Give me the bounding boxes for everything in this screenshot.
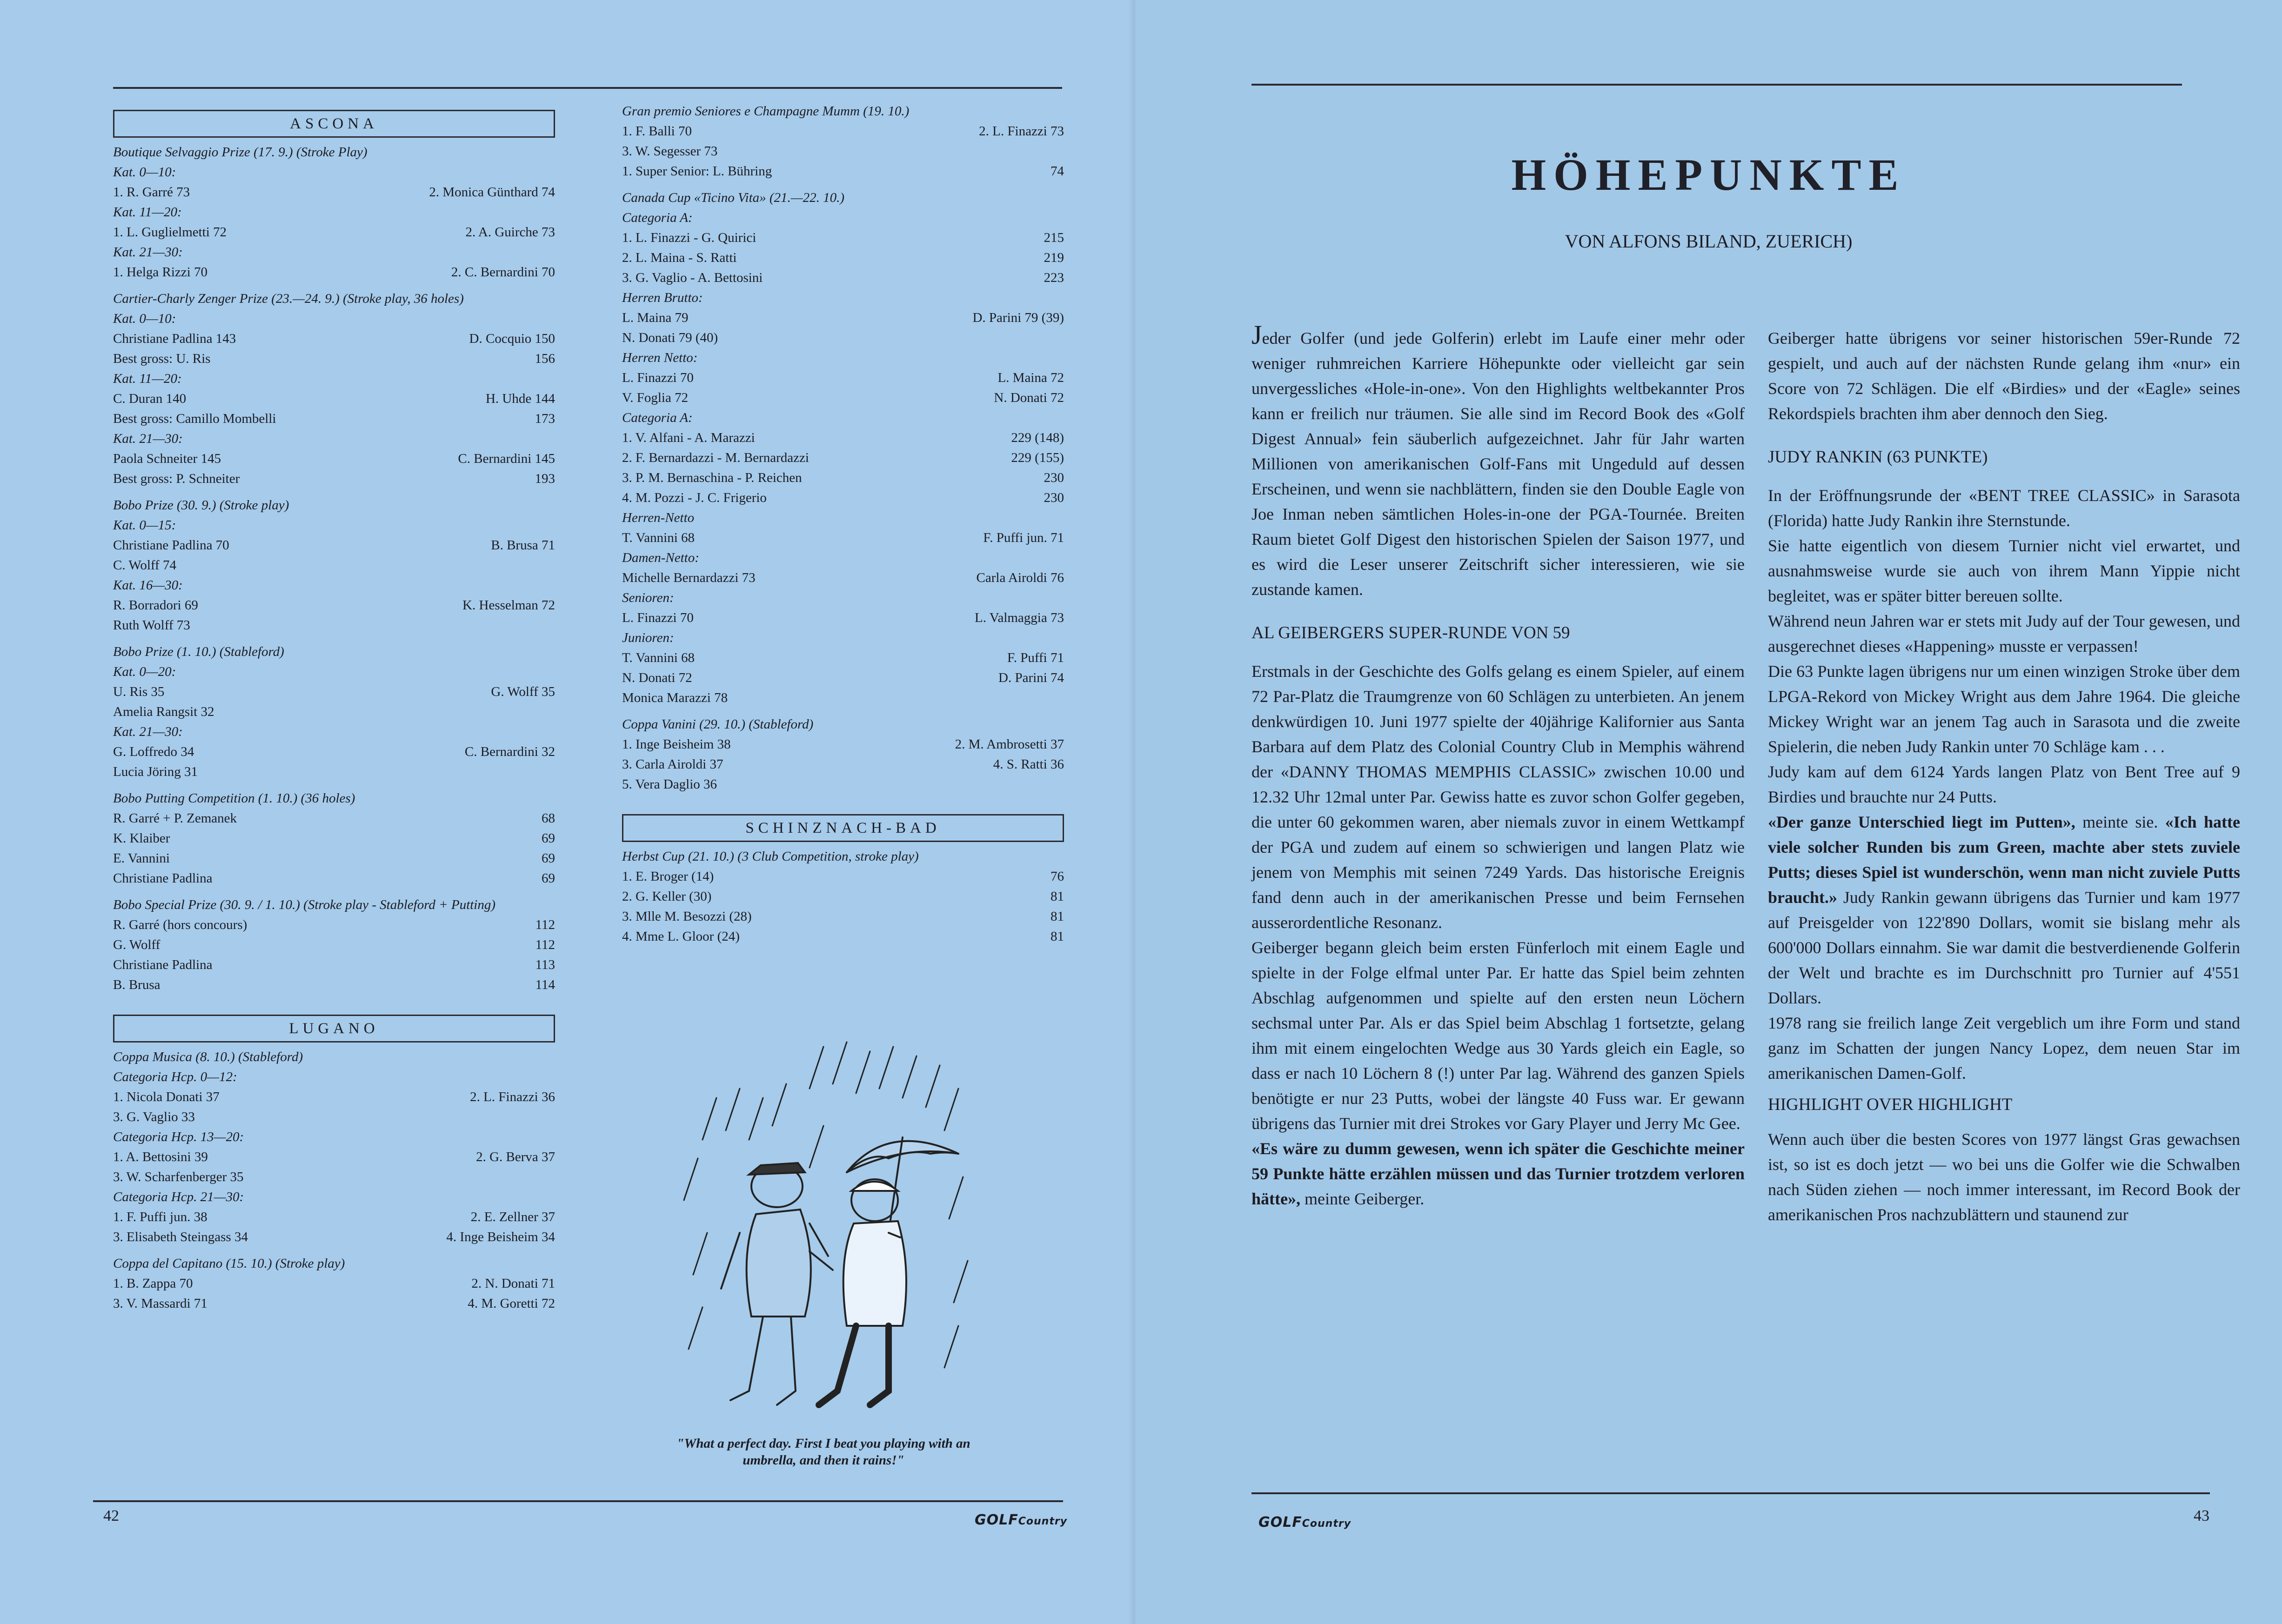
result-left: Ruth Wolff 73	[113, 618, 190, 633]
result-left: Kat. 0—20:	[113, 664, 176, 679]
results-block	[113, 289, 555, 489]
result-row	[622, 668, 1064, 688]
paragraph: In der Eröffnungsrunde der «BENT TREE CLASSIC» in Sarasota (Florida) hatte Judy Rankin ihre Sternstunde.	[1768, 486, 2240, 530]
result-row	[113, 742, 555, 762]
competition-title: Bobo Prize (30. 9.) (Stroke play)	[113, 498, 289, 513]
results-column-right	[622, 101, 1064, 953]
result-left: 1. Super Senior: L. Bühring	[622, 164, 772, 179]
result-row	[622, 887, 1064, 907]
article-title: HÖHEPUNKTE	[1511, 150, 1906, 200]
result-left: Categoria Hcp. 13—20:	[113, 1129, 244, 1144]
result-left: Paola Schneiter 145	[113, 451, 221, 466]
result-row	[622, 368, 1064, 388]
competition-title: Coppa Vanini (29. 10.) (Stableford)	[622, 717, 814, 732]
result-left: Junioren:	[622, 630, 674, 645]
result-row	[622, 528, 1064, 548]
result-right: 69	[542, 851, 555, 866]
result-row	[622, 755, 1064, 775]
result-left: Kat. 21—30:	[113, 245, 183, 260]
result-left: Categoria A:	[622, 210, 693, 225]
category-label	[113, 242, 555, 262]
result-left: 3. Elisabeth Steingass 34	[113, 1230, 248, 1244]
result-row	[622, 121, 1064, 141]
result-left: Categoria Hcp. 21—30:	[113, 1190, 244, 1204]
result-row	[113, 349, 555, 369]
result-row	[622, 907, 1064, 927]
result-left: 3. G. Vaglio - A. Bettosini	[622, 270, 763, 285]
result-row	[622, 608, 1064, 628]
category-label	[113, 662, 555, 682]
result-left: 1. A. Bettosini 39	[113, 1149, 208, 1164]
result-right: 81	[1051, 929, 1064, 944]
result-row	[113, 1087, 555, 1107]
result-row	[113, 1147, 555, 1167]
result-row	[113, 1274, 555, 1294]
result-left: R. Garré + P. Zemanek	[113, 811, 237, 826]
result-left: C. Duran 140	[113, 391, 187, 406]
result-left: 3. G. Vaglio 33	[113, 1109, 195, 1124]
result-right: 2. Monica Günthard 74	[429, 185, 555, 200]
page-number: 42	[103, 1507, 119, 1524]
result-row	[622, 488, 1064, 508]
intro-paragraph: Jeder Golfer (und jede Golferin) erlebt im Laufe einer mehr oder weniger ruhmreichen Karriere Höhepunkte oder vielleicht gar sein unvergessliches «Hole-in-one». Von den Highlights weltbekannter Pros kann er freilich nur träumen. Sie alle sind im Record Book des «Golf Digest Annual» fein säuberlich aufgezeichnet. Jahr für Jahr warten Millionen von amerikanischen Golf-Fans mit Ungeduld auf dessen Erscheinen, und wenn sie nachblättern, finden sie den Double Eagle von Joe Inman neben sämtlichen Holes-in-one der PGA-Tournée. Breiten Raum bietet Golf Digest den historischen Spielen der Saison 1977, und es wird die Leser unserer Zeitschrift sicher interessieren, wie sie zustande kamen.	[1251, 320, 1745, 599]
category-label	[622, 408, 1064, 428]
result-left: 3. Carla Airoldi 37	[622, 757, 723, 772]
result-row	[622, 927, 1064, 947]
section-heading-ascona: ASCONA	[113, 110, 555, 138]
logo-sub: Country	[1302, 1518, 1352, 1530]
result-right: 2. L. Finazzi 73	[979, 124, 1064, 139]
result-row	[113, 975, 555, 995]
result-right: 2. N. Donati 71	[471, 1276, 555, 1291]
result-row	[113, 869, 555, 889]
result-left: Christiane Padlina 143	[113, 331, 236, 346]
result-left: 1. V. Alfani - A. Marazzi	[622, 430, 755, 445]
result-left: Best gross: P. Schneiter	[113, 471, 240, 486]
quote-paragraph: «Es wäre zu dumm gewesen, wenn ich später die Geschichte meiner 59 Punkte hätte erzählen müssen und das Turnier trotzdem verloren hätte», meinte Geiberger.	[1251, 1139, 1745, 1208]
result-left: 1. L. Guglielmetti 72	[113, 225, 227, 240]
result-row	[622, 428, 1064, 448]
result-left: N. Donati 72	[622, 670, 692, 685]
result-right: 114	[535, 977, 555, 992]
result-left: Christiane Padlina	[113, 957, 213, 972]
result-row	[113, 595, 555, 615]
result-row	[113, 615, 555, 635]
schinznach-results	[622, 847, 1064, 947]
logo-main: GOLF	[1258, 1514, 1302, 1530]
results-block	[113, 495, 555, 635]
result-right: 81	[1051, 909, 1064, 924]
bottom-rule-right	[1251, 1492, 2210, 1494]
result-row	[622, 268, 1064, 288]
result-left: Michelle Bernardazzi 73	[622, 570, 756, 585]
result-right: 2. G. Berva 37	[476, 1149, 555, 1164]
results-block	[113, 895, 555, 995]
result-left: R. Borradori 69	[113, 598, 198, 613]
result-right: C. Bernardini 145	[458, 451, 555, 466]
paragraph: Erstmals in der Geschichte des Golfs gelang es einem Spieler, auf einem 72 Par-Platz die Traumgrenze von 60 Schlägen zu unterbieten. An jenem denkwürdigen 10. Juni 1977 spielte der 40jährige Kalifornier aus Santa Barbara auf dem Platz des Colonial Country Club in Memphis während der «DANNY THOMAS MEMPHIS CLASSIC» zwischen 10.00 und 12.32 Uhr 12mal unter Par. Gewiss hatte es zuvor schon Golfer gegeben, die unter 60 gekommen waren, aber niemals zuvor in einem Wettkampf der PGA und zudem auf einem so schwierigen und langen Platz wie jenem von Memphis mit seinen 7249 Yards. Das historische Ereignis fand denn auch in der amerikanischen Presse und beim Fernsehen ausserordentliche Resonanz.	[1251, 662, 1745, 932]
result-left: Kat. 21—30:	[113, 724, 183, 739]
result-left: 1. E. Broger (14)	[622, 869, 714, 884]
result-right: D. Parini 79 (39)	[972, 310, 1064, 325]
result-right: L. Valmaggia 73	[975, 610, 1064, 625]
result-right: 113	[535, 957, 555, 972]
result-right: 230	[1044, 490, 1064, 505]
result-row	[622, 228, 1064, 248]
paragraph: Sie hatte eigentlich von diesem Turnier nicht viel erwartet, und ausnahmsweise wurde sie auch von ihrem Mann Yippie nicht begleitet, was er später bitter bereuen sollte.	[1768, 536, 2240, 605]
result-right: 81	[1051, 889, 1064, 904]
result-right: H. Uhde 144	[485, 391, 555, 406]
result-left: Kat. 16—30:	[113, 578, 183, 593]
category-label	[622, 508, 1064, 528]
bottom-rule	[93, 1500, 1063, 1502]
paragraph: Wenn auch über die besten Scores von 1977 längst Gras gewachsen ist, so ist es doch jetzt — wo bei uns die Golfer wie die Schwalben nach Süden ziehen — noch immer interessant, im Record Book der amerikanischen Pros nachzublättern und staunend zur	[1768, 1130, 2240, 1224]
result-left: Kat. 11—20:	[113, 371, 182, 386]
category-label	[113, 162, 555, 182]
result-right: D. Parini 74	[998, 670, 1064, 685]
result-left: 3. V. Massardi 71	[113, 1296, 207, 1311]
result-right: F. Puffi jun. 71	[983, 530, 1064, 545]
competition-title: Boutique Selvaggio Prize (17. 9.) (Stroke Play)	[113, 145, 368, 160]
result-right: B. Brusa 71	[491, 538, 555, 553]
result-left: Senioren:	[622, 590, 674, 605]
result-left: 5. Vera Daglio 36	[622, 777, 717, 792]
result-left: Kat. 0—10:	[113, 311, 176, 326]
category-label	[622, 628, 1064, 648]
result-row	[622, 735, 1064, 755]
result-row	[113, 1207, 555, 1227]
drop-cap: J	[1251, 320, 1262, 350]
magazine-logo	[1258, 1514, 1351, 1530]
result-left: Herren Netto:	[622, 350, 698, 365]
result-row	[622, 141, 1064, 161]
result-left: B. Brusa	[113, 977, 161, 992]
result-row	[622, 248, 1064, 268]
result-right: L. Maina 72	[997, 370, 1064, 385]
category-label	[622, 348, 1064, 368]
subheading-highlight: HIGHLIGHT OVER HIGHLIGHT	[1768, 1095, 2013, 1114]
result-right: 76	[1051, 869, 1064, 884]
paragraph: Die 63 Punkte lagen übrigens nur um einen winzigen Stroke über dem LPGA-Rekord von Mickey Wright aus dem Jahre 1964. Die gleiche Mickey Wright war an jenem Tag auch in Sarasota und die zweite Spielerin, die neben Judy Rankin unter 70 Schläge kam . . .	[1768, 662, 2240, 756]
result-left: N. Donati 79 (40)	[622, 330, 718, 345]
results-block	[113, 789, 555, 889]
result-left: 2. F. Bernardazzi - M. Bernardazzi	[622, 450, 809, 465]
result-left: 1. F. Balli 70	[622, 124, 692, 139]
result-left: Best gross: U. Ris	[113, 351, 211, 366]
result-row	[113, 702, 555, 722]
result-right: D. Cocquio 150	[469, 331, 555, 346]
paragraph: Geiberger hatte übrigens vor seiner historischen 59er-Runde 72 gespielt, und auch auf der nächsten Runde gelang ihm «nur» ein Score von 72 Schlägen. Die elf «Birdies» und der «Eagle» seines Rekordspiels brachten ihm aber dennoch den Sieg.	[1768, 329, 2240, 423]
result-left: Categoria Hcp. 0—12:	[113, 1069, 237, 1084]
result-right: 156	[535, 351, 555, 366]
result-left: C. Wolff 74	[113, 558, 176, 573]
result-row	[622, 867, 1064, 887]
result-left: T. Vannini 68	[622, 530, 695, 545]
competition-title: Coppa Musica (8. 10.) (Stableford)	[113, 1049, 303, 1064]
result-left: V. Foglia 72	[622, 390, 689, 405]
result-row	[622, 648, 1064, 668]
result-left: 1. R. Garré 73	[113, 185, 190, 200]
subheading-rankin: JUDY RANKIN (63 PUNKTE)	[1768, 448, 1988, 467]
top-rule-right	[1251, 84, 2182, 86]
top-rule	[113, 87, 1062, 89]
result-row	[622, 308, 1064, 328]
paragraph: 1978 rang sie freilich lange Zeit vergeblich um ihre Form und stand ganz im Schatten der jungen Nancy Lopez, dem neuen Star im amerikanischen Damen-Golf.	[1768, 1014, 2240, 1083]
result-row	[622, 448, 1064, 468]
result-left: U. Ris 35	[113, 684, 165, 699]
result-right: 215	[1044, 230, 1064, 245]
category-label	[113, 515, 555, 535]
result-right: 2. C. Bernardini 70	[451, 265, 555, 280]
result-row	[622, 468, 1064, 488]
result-left: 3. W. Segesser 73	[622, 144, 718, 159]
lugano-results	[113, 1047, 555, 1314]
result-row	[113, 1294, 555, 1314]
result-row	[113, 829, 555, 849]
competition-title: Bobo Putting Competition (1. 10.) (36 holes)	[113, 791, 355, 806]
result-row	[113, 535, 555, 555]
results-block	[622, 847, 1064, 947]
result-right: 68	[542, 811, 555, 826]
result-left: 1. Inge Beisheim 38	[622, 737, 731, 752]
section-heading-lugano: LUGANO	[113, 1015, 555, 1043]
result-right: 4. Inge Beisheim 34	[446, 1230, 555, 1244]
result-left: Damen-Netto:	[622, 550, 699, 565]
result-left: L. Maina 79	[622, 310, 689, 325]
result-row	[113, 182, 555, 202]
results-block	[622, 715, 1064, 795]
result-row	[113, 682, 555, 702]
result-left: R. Garré (hors concours)	[113, 917, 248, 932]
category-label	[622, 548, 1064, 568]
category-label	[113, 575, 555, 595]
section-heading-schinznach: SCHINZNACH-BAD	[622, 814, 1064, 842]
category-label	[113, 1067, 555, 1087]
result-right: 2. A. Guirche 73	[465, 225, 555, 240]
result-right: 229 (148)	[1011, 430, 1064, 445]
result-row	[113, 409, 555, 429]
results-column-left	[113, 106, 555, 1320]
result-row	[113, 449, 555, 469]
category-label	[113, 202, 555, 222]
result-left: G. Loffredo 34	[113, 744, 194, 759]
result-row	[622, 688, 1064, 708]
page-number: 43	[2194, 1507, 2209, 1524]
result-right: 173	[535, 411, 555, 426]
result-right: 230	[1044, 470, 1064, 485]
result-right: 219	[1044, 250, 1064, 265]
result-right: Carla Airoldi 76	[976, 570, 1064, 585]
result-left: Christiane Padlina	[113, 871, 213, 886]
ascona-results	[113, 142, 555, 995]
left-page	[0, 0, 1135, 1624]
result-left: L. Finazzi 70	[622, 370, 694, 385]
result-left: T. Vannini 68	[622, 650, 695, 665]
result-row	[113, 809, 555, 829]
result-right: 112	[535, 937, 555, 952]
result-right: 4. S. Ratti 36	[993, 757, 1064, 772]
competition-title: Herbst Cup (21. 10.) (3 Club Competition, stroke play)	[622, 849, 919, 864]
result-row	[113, 935, 555, 955]
result-left: Kat. 0—10:	[113, 165, 176, 180]
result-left: 1. L. Finazzi - G. Quirici	[622, 230, 756, 245]
article-column-2	[1768, 326, 2240, 1227]
result-row	[113, 329, 555, 349]
result-row	[113, 469, 555, 489]
result-row	[113, 955, 555, 975]
result-row	[622, 328, 1064, 348]
result-left: G. Wolff	[113, 937, 161, 952]
result-row	[622, 388, 1064, 408]
result-right: 193	[535, 471, 555, 486]
result-row	[113, 262, 555, 282]
article-byline: VON ALFONS BILAND, ZUERICH)	[1565, 231, 1853, 252]
result-row	[113, 1227, 555, 1247]
result-left: Kat. 21—30:	[113, 431, 183, 446]
result-left: 1. Helga Rizzi 70	[113, 265, 207, 280]
result-left: Best gross: Camillo Mombelli	[113, 411, 276, 426]
result-left: 1. B. Zappa 70	[113, 1276, 193, 1291]
result-left: 3. Mlle M. Besozzi (28)	[622, 909, 752, 924]
result-row	[113, 389, 555, 409]
result-left: Kat. 11—20:	[113, 205, 182, 220]
results-block	[622, 188, 1064, 708]
competition-title: Bobo Special Prize (30. 9. / 1. 10.) (Stroke play - Stableford + Putting)	[113, 897, 496, 912]
cartoon-illustration	[670, 1037, 986, 1428]
paragraph: Geiberger begann gleich beim ersten Fünferloch mit einem Eagle und spielte in der Folge elfmal unter Par. Er hatte das Spiel beim zehnten Abschlag aufgenommen und spielte auf den ersten neun Löchern sechsmal unter Par. Als er das Spiel beim Abschlag 1 fortsetzte, gelang ihm mit einem eingelochten Wedge aus 30 Yards gleich ein Eagle, so dass er nach 10 Löchern 8 (!) unter Par lag. Während des ganzen Spiels benötigte er nur 23 Putts, wobei der längste 40 Fuss war. Er gewann übrigens das Turnier mit drei Strokes vor Gary Player und Jerry Mc Gee.	[1251, 938, 1745, 1133]
result-left: E. Vannini	[113, 851, 170, 866]
result-right: 69	[542, 871, 555, 886]
category-label	[622, 208, 1064, 228]
paragraph: Während neun Jahren war er stets mit Judy auf der Tour gewesen, und ausgerechnet dieses «Happening» musste er verpassen!	[1768, 612, 2240, 655]
result-left: 3. W. Scharfenberger 35	[113, 1170, 244, 1184]
results-block	[113, 642, 555, 782]
competition-title: Canada Cup «Ticino Vita» (21.—22. 10.)	[622, 190, 844, 205]
competition-title: Gran premio Seniores e Champagne Mumm (19. 10.)	[622, 104, 910, 119]
result-right: 2. M. Ambrosetti 37	[955, 737, 1064, 752]
result-left: 3. P. M. Bernaschina - P. Reichen	[622, 470, 802, 485]
result-left: 1. F. Puffi jun. 38	[113, 1210, 207, 1224]
result-right: N. Donati 72	[994, 390, 1064, 405]
category-label	[113, 429, 555, 449]
result-row	[113, 1107, 555, 1127]
subheading-geiberger: AL GEIBERGERS SUPER-RUNDE VON 59	[1251, 623, 1570, 642]
results-block	[113, 1047, 555, 1247]
result-right: 112	[535, 917, 555, 932]
logo-main: GOLF	[975, 1512, 1018, 1528]
lugano-results-continued	[622, 101, 1064, 795]
logo-sub: Country	[1018, 1516, 1068, 1527]
result-left: K. Klaiber	[113, 831, 170, 846]
result-right: F. Puffi 71	[1007, 650, 1064, 665]
result-left: 2. L. Maina - S. Ratti	[622, 250, 737, 265]
competition-title: Coppa del Capitano (15. 10.) (Stroke play)	[113, 1256, 345, 1271]
result-row	[113, 1167, 555, 1187]
quote-paragraph: Judy kam auf dem 6124 Yards langen Platz von Bent Tree auf 9 Birdies und brauchte nur 24 Putts. «Der ganze Unterschied liegt im Putten», meinte sie. «Ich hatte viele solcher Runden bis zum Green, machte aber stets zuviele Putts; dieses Spiel ist wunderschön, wenn man nicht zuviele Putts braucht.» Judy Rankin gewann übrigens das Turnier und kam 1977 auf Preisgelder von 122'890 Dollars, womit sie bislang mehr als 600'000 Dollars einnahm. Sie war damit die bestverdienende Golferin der Welt und brachte es im Durchschnitt pro Turnier auf 4'551 Dollars.	[1768, 762, 2240, 1007]
result-row	[113, 222, 555, 242]
result-right: C. Bernardini 32	[464, 744, 555, 759]
category-label	[113, 1187, 555, 1207]
result-left: Kat. 0—15:	[113, 518, 176, 533]
result-left: Lucia Jöring 31	[113, 764, 198, 779]
category-label	[113, 722, 555, 742]
category-label	[113, 309, 555, 329]
result-right: 4. M. Goretti 72	[468, 1296, 555, 1311]
result-right: 223	[1044, 270, 1064, 285]
results-block	[622, 101, 1064, 181]
category-label	[622, 288, 1064, 308]
result-left: Amelia Rangsit 32	[113, 704, 214, 719]
result-left: Christiane Padlina 70	[113, 538, 229, 553]
result-row	[113, 915, 555, 935]
category-label	[113, 1127, 555, 1147]
result-row	[622, 775, 1064, 795]
category-label	[113, 369, 555, 389]
result-left: Monica Marazzi 78	[622, 690, 728, 705]
magazine-logo	[975, 1512, 1067, 1528]
result-row	[622, 568, 1064, 588]
results-block	[113, 1254, 555, 1314]
result-left: L. Finazzi 70	[622, 610, 694, 625]
result-left: 2. G. Keller (30)	[622, 889, 712, 904]
result-right: K. Hesselman 72	[462, 598, 555, 613]
competition-title: Bobo Prize (1. 10.) (Stableford)	[113, 644, 284, 659]
result-left: Herren-Netto	[622, 510, 695, 525]
result-right: 2. E. Zellner 37	[470, 1210, 555, 1224]
result-left: 4. M. Pozzi - J. C. Frigerio	[622, 490, 767, 505]
result-row	[113, 762, 555, 782]
result-right: 69	[542, 831, 555, 846]
result-left: Herren Brutto:	[622, 290, 703, 305]
result-right: 229 (155)	[1011, 450, 1064, 465]
result-left: Categoria A:	[622, 410, 693, 425]
result-left: 1. Nicola Donati 37	[113, 1089, 220, 1104]
result-row	[622, 161, 1064, 181]
result-row	[113, 849, 555, 869]
category-label	[622, 588, 1064, 608]
result-right: G. Wolff 35	[491, 684, 555, 699]
result-row	[113, 555, 555, 575]
cartoon-caption: "What a perfect day. First I beat you playing with an umbrella, and then it rains!"	[676, 1436, 970, 1468]
result-right: 74	[1051, 164, 1064, 179]
results-block	[113, 142, 555, 282]
competition-title: Cartier-Charly Zenger Prize (23.—24. 9.) (Stroke play, 36 holes)	[113, 291, 464, 306]
right-page	[1135, 0, 2282, 1624]
result-right: 2. L. Finazzi 36	[470, 1089, 555, 1104]
article-column-1	[1251, 320, 1745, 1211]
result-left: 4. Mme L. Gloor (24)	[622, 929, 740, 944]
